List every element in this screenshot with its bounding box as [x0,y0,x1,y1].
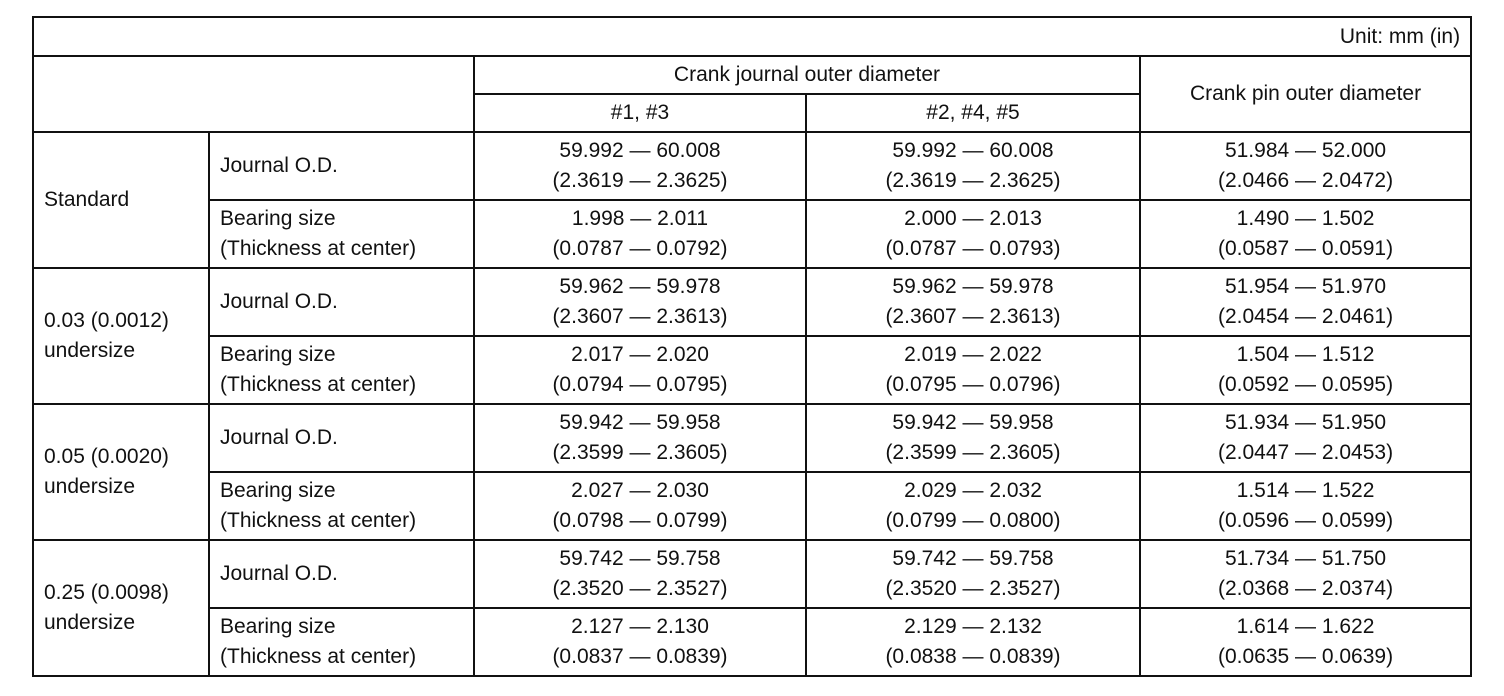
row-label-line1: Journal O.D. [220,426,338,449]
row-label-line2: (Thickness at center) [220,373,417,396]
value-mm: 59.962 — 59.978 [892,275,1054,298]
value-in: (0.0592 — 0.0595) [1217,373,1394,396]
value-cell-c2 [806,336,1140,404]
value-cell-c1 [474,132,806,200]
row-label-line1: Bearing size [220,479,336,502]
table-row [33,336,1471,404]
value-cell-c2 [806,608,1140,676]
row-label-cell [209,540,474,608]
row-label-line2: (Thickness at center) [220,237,417,260]
value-mm: 2.029 — 2.032 [904,479,1042,502]
value-in: (2.3619 — 2.3625) [552,169,728,192]
value-cell-c3 [1140,608,1471,676]
row-label-cell [209,404,474,472]
group-label-line2: undersize [44,611,136,634]
value-cell-c2 [806,268,1140,336]
value-mm: 59.742 — 59.758 [559,547,721,570]
value-cell-c1 [474,336,806,404]
table-row [33,268,1471,336]
value-cell-c1 [474,472,806,540]
row-label-cell [209,200,474,268]
value-mm: 1.504 — 1.512 [1236,343,1375,366]
value-cell-c2 [806,472,1140,540]
value-mm: 59.942 — 59.958 [892,411,1054,434]
value-mm: 2.129 — 2.132 [904,615,1042,638]
row-label-cell [209,268,474,336]
table-row [33,200,1471,268]
value-in: (2.0368 — 2.0374) [1217,577,1394,600]
value-cell-c1 [474,540,806,608]
value-in: (0.0798 — 0.0799) [552,509,728,532]
group-label-line1: 0.25 (0.0098) [44,581,169,604]
group-label-line1: 0.05 (0.0020) [44,445,169,468]
value-cell-c3 [1140,132,1471,200]
value-in: (2.0454 — 2.0461) [1217,305,1394,328]
table-row [33,404,1471,472]
value-in: (2.3599 — 2.3605) [552,441,728,464]
group-label-cell [33,540,209,676]
row-label-cell [209,472,474,540]
value-in: (2.3520 — 2.3527) [885,577,1061,600]
value-cell-c3 [1140,336,1471,404]
row-label-line2: (Thickness at center) [220,645,417,668]
value-mm: 51.954 — 51.970 [1224,275,1387,298]
table-row [33,608,1471,676]
group-label-line1: Standard [44,188,130,211]
row-label-line2: (Thickness at center) [220,509,417,532]
value-mm: 1.514 — 1.522 [1236,479,1375,502]
crankshaft-spec-table [32,16,1472,677]
header-journal-group: Crank journal outer diameter [474,56,1140,94]
value-cell-c2 [806,404,1140,472]
row-label-cell [209,132,474,200]
value-mm: 1.614 — 1.622 [1236,615,1375,638]
value-in: (0.0787 — 0.0793) [885,237,1061,260]
value-in: (2.3599 — 2.3605) [885,441,1061,464]
value-mm: 1.490 — 1.502 [1236,207,1375,230]
group-label-line2: undersize [44,339,136,362]
row-label-cell [209,608,474,676]
value-cell-c2 [806,132,1140,200]
value-in: (0.0787 — 0.0792) [552,237,728,260]
value-cell-c3 [1140,540,1471,608]
value-in: (0.0838 — 0.0839) [885,645,1061,668]
value-in: (0.0587 — 0.0591) [1217,237,1394,260]
value-mm: 2.017 — 2.020 [571,343,709,366]
value-in: (0.0794 — 0.0795) [552,373,728,396]
group-label-cell [33,268,209,404]
value-cell-c2 [806,200,1140,268]
value-mm: 59.942 — 59.958 [559,411,721,434]
header-journal-col2: #2, #4, #5 [806,94,1140,132]
value-in: (0.0799 — 0.0800) [885,509,1061,532]
table-row [33,472,1471,540]
value-mm: 2.019 — 2.022 [904,343,1042,366]
value-mm: 59.962 — 59.978 [559,275,721,298]
value-mm: 51.984 — 52.000 [1224,139,1387,162]
row-label-line1: Journal O.D. [220,154,338,177]
value-in: (0.0635 — 0.0639) [1217,645,1394,668]
table-row [33,540,1471,608]
value-mm: 2.027 — 2.030 [571,479,709,502]
value-cell-c1 [474,268,806,336]
group-label-line2: undersize [44,475,136,498]
value-mm: 51.934 — 51.950 [1224,411,1387,434]
value-mm: 1.998 — 2.011 [571,207,709,230]
group-label-line1: 0.03 (0.0012) [44,309,169,332]
value-cell-c3 [1140,268,1471,336]
table-body [33,17,1471,132]
value-in: (0.0795 — 0.0796) [885,373,1061,396]
value-mm: 2.127 — 2.130 [571,615,709,638]
value-in: (2.3607 — 2.3613) [885,305,1061,328]
value-in: (2.3607 — 2.3613) [552,305,728,328]
value-in: (2.3619 — 2.3625) [885,169,1061,192]
value-mm: 59.742 — 59.758 [892,547,1054,570]
row-label-line1: Bearing size [220,207,336,230]
value-cell-c1 [474,608,806,676]
row-label-line1: Bearing size [220,343,336,366]
value-cell-c1 [474,404,806,472]
value-mm: 59.992 — 60.008 [892,139,1054,162]
unit-row [33,17,1471,56]
value-cell-c3 [1140,404,1471,472]
row-label-line1: Journal O.D. [220,290,338,313]
header-row-top [33,56,1471,94]
value-cell-c2 [806,540,1140,608]
value-mm: 2.000 — 2.013 [904,207,1042,230]
group-label-cell [33,132,209,268]
value-in: (2.0466 — 2.0472) [1217,169,1394,192]
value-cell-c3 [1140,472,1471,540]
value-in: (2.3520 — 2.3527) [552,577,728,600]
groups-body [33,132,1471,676]
value-mm: 51.734 — 51.750 [1224,547,1387,570]
header-pin: Crank pin outer diameter [1140,56,1471,132]
header-blank-cell [33,56,474,132]
value-cell-c3 [1140,200,1471,268]
row-label-line1: Journal O.D. [220,562,338,585]
row-label-cell [209,336,474,404]
value-in: (0.0837 — 0.0839) [552,645,728,668]
value-mm: 59.992 — 60.008 [559,139,721,162]
value-cell-c1 [474,200,806,268]
unit-label: Unit: mm (in) [33,17,1471,56]
header-journal-col1: #1, #3 [474,94,806,132]
table-row [33,132,1471,200]
value-in: (0.0596 — 0.0599) [1217,509,1394,532]
row-label-line1: Bearing size [220,615,336,638]
group-label-cell [33,404,209,540]
value-in: (2.0447 — 2.0453) [1217,441,1394,464]
